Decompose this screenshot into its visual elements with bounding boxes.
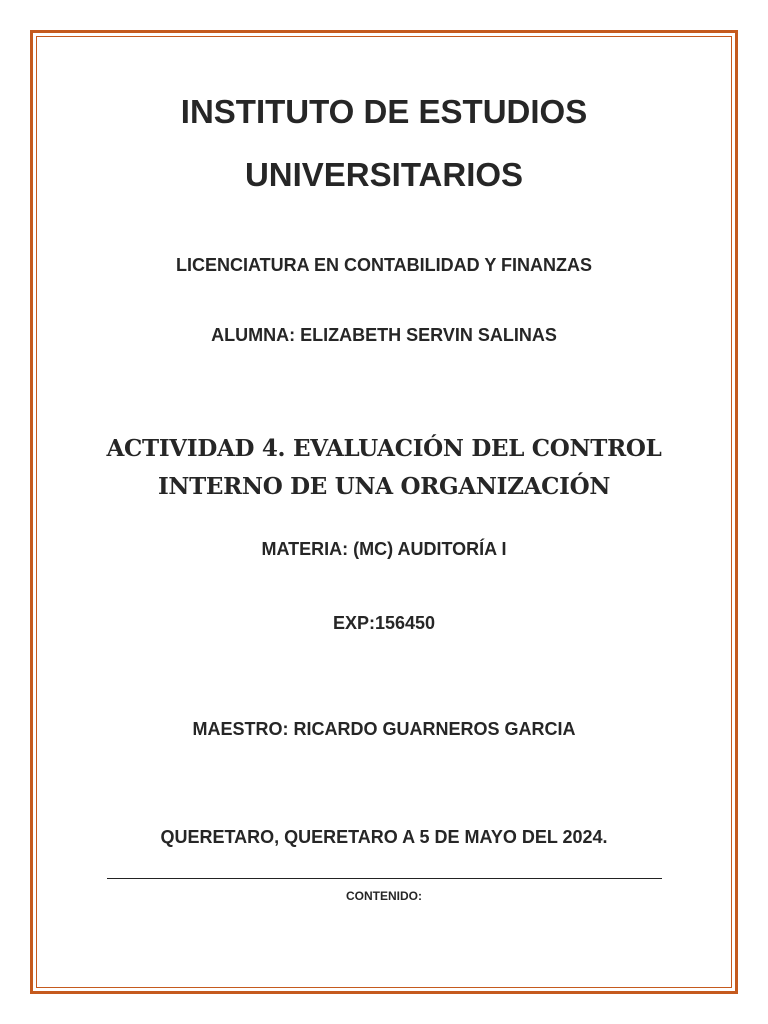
place-and-date: QUERETARO, QUERETARO A 5 DE MAYO DEL 2024. xyxy=(160,827,608,847)
subject-name: MATERIA: (MC) AUDITORÍA I xyxy=(261,539,507,559)
student-name: ALUMNA: ELIZABETH SERVIN SALINAS xyxy=(211,325,557,345)
contents-heading: CONTENIDO: xyxy=(346,889,422,903)
degree-name: LICENCIATURA EN CONTABILIDAD Y FINANZAS xyxy=(176,255,592,275)
divider-line xyxy=(107,878,662,879)
expedient-number: EXP:156450 xyxy=(332,613,436,633)
institution-name-line-2: UNIVERSITARIOS xyxy=(244,156,524,193)
institution-name-line-1: INSTITUTO DE ESTUDIOS xyxy=(180,93,588,130)
teacher-name: MAESTRO: RICARDO GUARNEROS GARCIA xyxy=(192,719,576,739)
activity-title-line-1: ACTIVIDAD 4. EVALUACIÓN DEL CONTROL xyxy=(106,435,662,462)
activity-title-line-2: INTERNO DE UNA ORGANIZACIÓN xyxy=(157,473,611,500)
